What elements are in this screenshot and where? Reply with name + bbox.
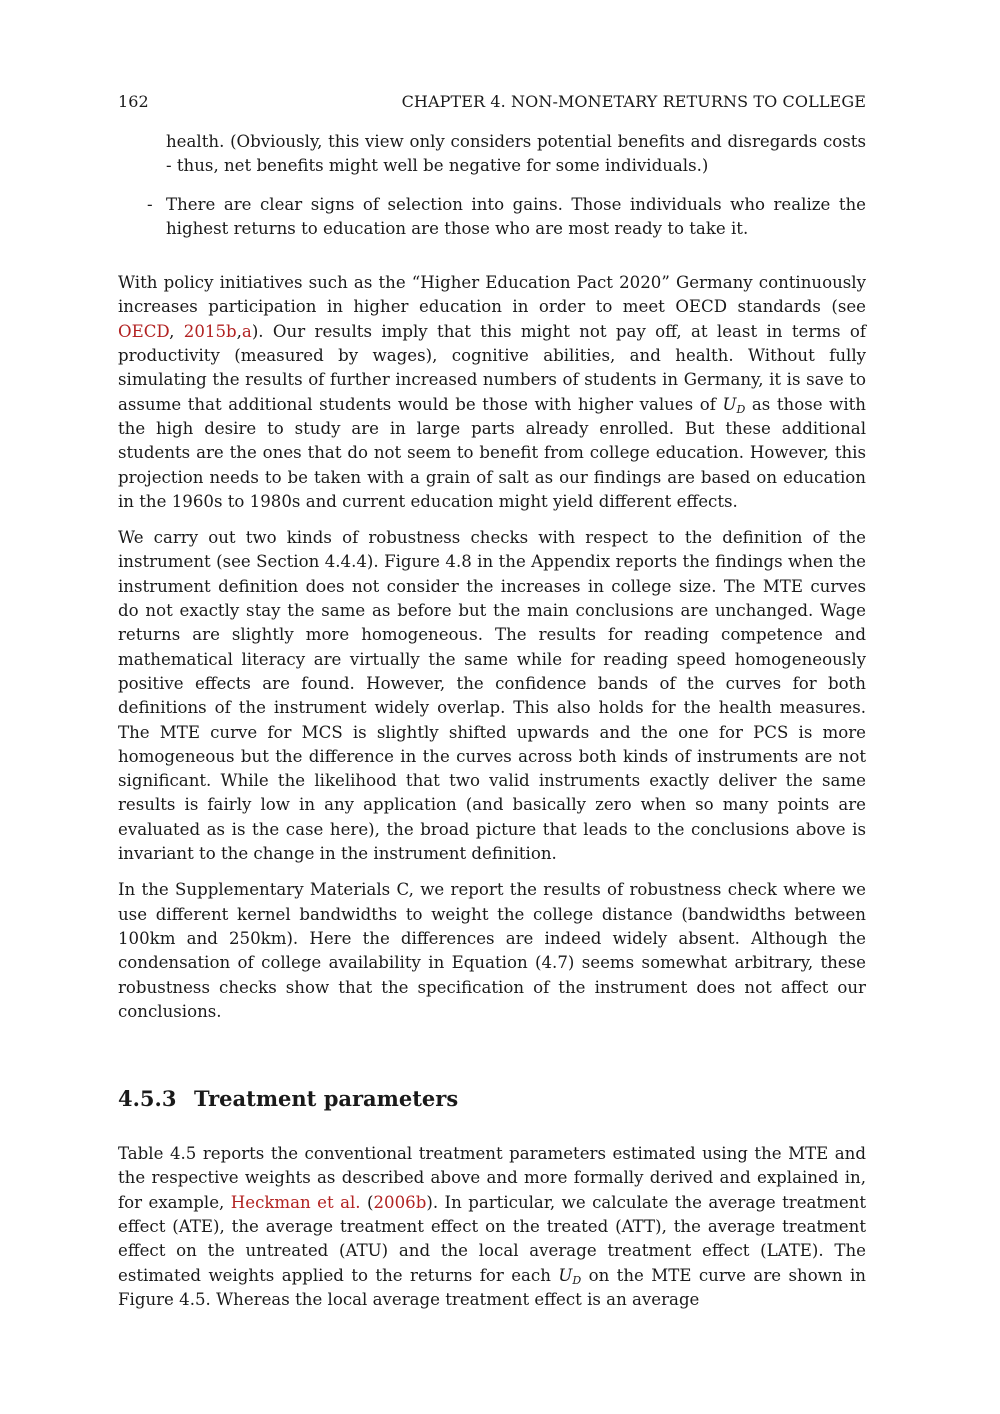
- section-title: Treatment parameters: [194, 1086, 459, 1112]
- paragraph-robustness-instrument: [118, 526, 866, 866]
- math-u: U: [558, 1265, 573, 1285]
- section-heading: [118, 1084, 866, 1114]
- continuation-text: health. (Obviously, this view only considers potential benefits and disregards costs - thus, net benefits might well be negative for some individuals.): [166, 132, 866, 176]
- para4-text-b: ). In particular, we calculate the average treatment effect (ATE), the average treatment effect on the treated (ATT), the average treatment effect on the untreated (ATU) and the local average treatment effect (LATE). The estimated weights applied to the returns for each: [118, 1192, 867, 1285]
- para1-text-b: ). Our results imply that this might not pay off, at least in terms of productivity (measured by wages), cognitive abilities, and health. Without fully simulating the results of further increased numbers of students in Germany, it is save to assume that additional students would be those with higher values of: [118, 321, 866, 414]
- para4-text-c: on the MTE curve are shown in Figure 4.5. Whereas the local average treatment effect is an average: [118, 1265, 866, 1309]
- para1-text-c: as those with the high desire to study are in large parts already enrolled. But these additional students are the ones that do not seem to benefit from college education. However, this projection needs to be taken with a grain of salt as our findings are based on education in the 1960s to 1980s and current education might yield different effects.: [118, 394, 866, 511]
- page-number: 162: [118, 92, 149, 111]
- para1-comma: ,: [169, 321, 184, 341]
- section-number: 4.5.3: [118, 1086, 177, 1112]
- paragraph-policy: [118, 271, 866, 514]
- math-d-subscript: D: [572, 1273, 582, 1287]
- para1-text-a: With policy initiatives such as the “Higher Education Pact 2020” Germany continuously increases participation in higher education in order to meet OECD standards (see: [118, 273, 866, 317]
- citation-2015b[interactable]: 2015b: [183, 321, 237, 341]
- chapter-title: CHAPTER 4. NON-MONETARY RETURNS TO COLLEGE: [401, 92, 866, 111]
- bullet-item: [147, 193, 866, 242]
- running-header: [118, 88, 866, 116]
- para3-text: In the Supplementary Materials C, we report the results of robustness check where we use different kernel bandwidths to weight the college distance (bandwidths between 100km and 250km). Here the differences are indeed widely absent. Although the condensation of college availability in Equation (4.7) seems somewhat arbitrary, these robustness checks show that the specification of the instrument does not affect our conclusions.: [118, 880, 866, 1021]
- math-d-subscript: D: [736, 402, 746, 416]
- para4-text-a: Table 4.5 reports the conventional treatment parameters estimated using the MTE and the respective weights as described above and more formally derived and explained in, for example,: [118, 1144, 866, 1212]
- para4-paren-open: (: [360, 1192, 374, 1212]
- citation-2015a[interactable]: a: [241, 321, 252, 341]
- citation-oecd[interactable]: OECD: [118, 321, 170, 341]
- bullet-text: There are clear signs of selection into gains. Those individuals who realize the highest returns to education are those who are most ready to take it.: [166, 194, 866, 238]
- document-page: [118, 88, 866, 1312]
- para1-comma2: ,: [236, 321, 242, 341]
- bullet-continuation: [166, 130, 866, 179]
- paragraph-robustness-bandwidth: [118, 878, 866, 1024]
- para2-text: We carry out two kinds of robustness checks with respect to the definition of the instrument (see Section 4.4.4). Figure 4.8 in the Appendix reports the findings when the instrument definition does not consider the increases in college size. The MTE curves do not exactly stay the same as before but the main conclusions are unchanged. Wage returns are slightly more homogeneous. The results for reading competence and mathematical literacy are virtually the same while for reading speed homogeneously positive effects are found. However, the confidence bands of the curves for both definitions of the instrument widely overlap. This also holds for the health measures. The MTE curve for MCS is slightly shifted upwards and the one for PCS is more homogeneous but the difference in the curves across both kinds of instruments are not significant. While the likelihood that two valid instruments exactly deliver the same results is fairly low in any application (and basically zero when so many points are evaluated as is the case here), the broad picture that leads to the conclusions above is invariant to the change in the instrument definition.: [118, 528, 866, 864]
- citation-heckman[interactable]: Heckman et al.: [230, 1192, 361, 1212]
- paragraph-treatment-parameters: [118, 1142, 866, 1312]
- math-u: U: [722, 394, 737, 414]
- bullet-mark: -: [147, 194, 153, 214]
- citation-2006b[interactable]: 2006b: [373, 1192, 427, 1212]
- math-ud: [558, 1266, 581, 1285]
- math-ud: [722, 395, 745, 414]
